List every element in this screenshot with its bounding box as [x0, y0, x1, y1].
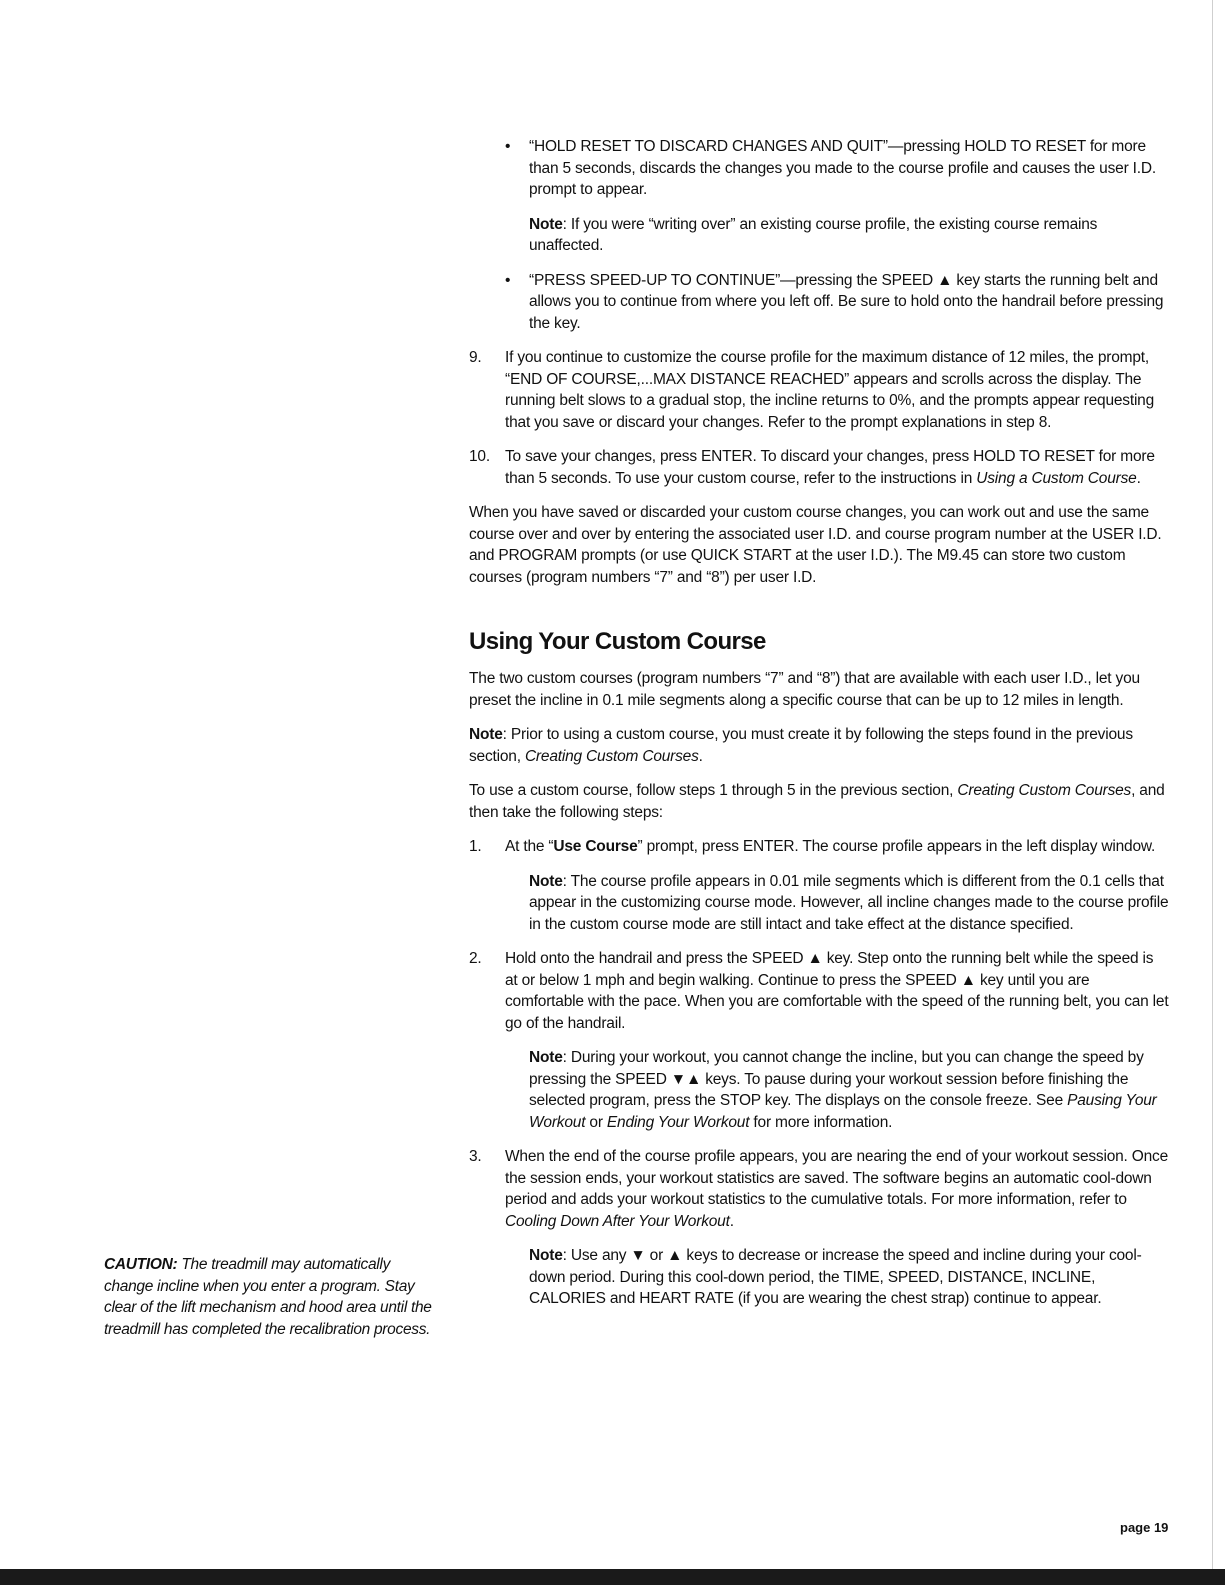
step-number: 9. — [469, 349, 482, 366]
bullet-speed-up-text: “PRESS SPEED-UP TO CONTINUE”—pressing the SPEED ▲ key starts the running belt and allows you to continue from where you left off. Be sure to hold onto the handrail before pressing the key. — [529, 271, 1164, 332]
note-writing-over — [469, 214, 1169, 257]
main-column — [469, 136, 1169, 1310]
caution-sidenote — [104, 1254, 434, 1340]
paragraph-saved-courses: When you have saved or discarded your custom course changes, you can work out and use the same course over and over by entering the associated user I.D. and course program number at the USER I.D. and PROGRAM prompts (or use QUICK START at the user I.D.). The M9.45 can store two custom courses (program numbers “7” and “8”) per user I.D. — [469, 504, 1162, 586]
cross-reference-link[interactable]: Creating Custom Courses — [957, 782, 1132, 799]
note-text: : The course profile appears in 0.01 mile segments which is different from the 0.1 cells that appear in the customizing course mode. However, all incline changes made to the course profile in the custom course mode are still intact and take effect at the distance specified. — [529, 872, 1169, 933]
note-text-mid: or — [585, 1113, 607, 1131]
scan-bottom-edge — [0, 1569, 1225, 1585]
caution-text: The treadmill may automatically change incline when you enter a program. Stay clear of the lift mechanism and hood area until the treadmill has completed the recalibration process. — [104, 1256, 432, 1338]
bullet-hold-reset-text: “HOLD RESET TO DISCARD CHANGES AND QUIT”—pressing HOLD TO RESET for more than 5 seconds, discards the changes you made to the course profile and causes the user I.D. prompt to appear. — [529, 138, 1156, 198]
step-3 — [469, 1146, 1169, 1232]
step-2 — [469, 948, 1169, 1034]
page-number: page 19 — [1120, 1520, 1169, 1535]
step-text: At the “ — [505, 838, 554, 855]
step-10 — [469, 446, 1169, 489]
step-number: 1. — [469, 838, 482, 855]
cross-reference-link[interactable]: Cooling Down After Your Workout — [505, 1212, 730, 1230]
bullet-speed-up — [469, 270, 1169, 335]
note-text: : During your workout, you cannot change the incline, but you can change the speed by pressing the SPEED ▼▲ keys. To pause during your workout session before finishing the selected program, press the STOP key. The displays on the console freeze. See — [529, 1049, 1144, 1109]
caution-label: CAUTION: — [104, 1256, 178, 1273]
step-text-end: ” prompt, press ENTER. The course profile appears in the left display window. — [637, 838, 1156, 855]
note-course-profile — [469, 871, 1169, 936]
step-9 — [469, 347, 1169, 433]
section-heading: Using Your Custom Course — [469, 628, 766, 655]
step-text: Hold onto the handrail and press the SPEED ▲ key. Step onto the running belt while the speed is at or below 1 mph and begin walking. Continue to press the SPEED ▲ key until you are comfortable with the pace. When you are comfortable with the speed of the running belt, you can let go of the handrail. — [505, 950, 1169, 1032]
step-text: To save your changes, press ENTER. To discard your changes, press HOLD TO RESET for more than 5 seconds. To use your custom course, refer to the instructions in — [505, 448, 1155, 487]
note-label: Note — [469, 726, 503, 743]
note-text: : Use any ▼ or ▲ keys to decrease or increase the speed and incline during your cool-down period. During this cool-down period, the TIME, SPEED, DISTANCE, INCLINE, CALORIES and HEART RATE (if you are wearing the chest strap) continue to appear. — [529, 1247, 1142, 1307]
step-text-end: . — [1136, 469, 1141, 487]
note-text: : Prior to using a custom course, you must create it by following the steps found in the previous section, — [469, 726, 1133, 765]
step-text: When the end of the course profile appears, you are nearing the end of your workout session. Once the session ends, your workout statistics are saved. The software begins an automatic cool-down period and adds your workout statistics to the cumulative totals. For more information, refer to — [505, 1148, 1169, 1208]
note-prior-to-using — [469, 724, 1169, 767]
bullet-hold-reset — [469, 136, 1169, 201]
step-text: If you continue to customize the course profile for the maximum distance of 12 miles, the prompt, “END OF COURSE,...MAX DISTANCE REACHED” appears and scrolls across the display. The running belt slows to a gradual stop, the incline returns to 0%, and the prompts appear requesting that you save or discard your changes. Refer to the prompt explanations in step 8. — [505, 349, 1155, 431]
note-label: Note — [529, 1247, 563, 1264]
cross-reference-link[interactable]: Pausing Your Workout — [529, 1092, 1157, 1131]
step-number: 3. — [469, 1148, 482, 1165]
note-text-end: for more information. — [749, 1113, 893, 1131]
step-number: 2. — [469, 950, 482, 967]
note-label: Note — [529, 1049, 563, 1066]
bullet-mark: • — [505, 271, 511, 289]
page-edge-line — [1212, 0, 1213, 1585]
note-text: : If you were “writing over” an existing course profile, the existing course remains unaffected. — [529, 215, 1098, 254]
cross-reference-link[interactable]: Creating Custom Courses — [524, 747, 699, 765]
step-1 — [469, 836, 1169, 858]
step-number: 10. — [469, 448, 490, 465]
note-label: Note — [529, 872, 563, 890]
note-label: Note — [529, 215, 563, 233]
paragraph-text-end: , and then take the following steps: — [469, 782, 1165, 821]
cross-reference-link[interactable]: Using a Custom Course — [976, 469, 1137, 487]
prompt-name: Use Course — [553, 838, 638, 855]
step-text-end: . — [729, 1212, 734, 1230]
bullet-mark: • — [505, 138, 511, 155]
paragraph-use-course — [469, 780, 1169, 823]
note-text-end: . — [698, 747, 703, 765]
note-cool-down — [469, 1245, 1169, 1310]
paragraph-text: To use a custom course, follow steps 1 through 5 in the previous section, — [469, 782, 958, 799]
cross-reference-link[interactable]: Ending Your Workout — [606, 1113, 750, 1131]
note-during-workout — [469, 1047, 1169, 1133]
paragraph-intro: The two custom courses (program numbers “7” and “8”) that are available with each user I.D., let you preset the incline in 0.1 mile segments along a specific course that can be up to 12 miles in length. — [469, 670, 1140, 709]
